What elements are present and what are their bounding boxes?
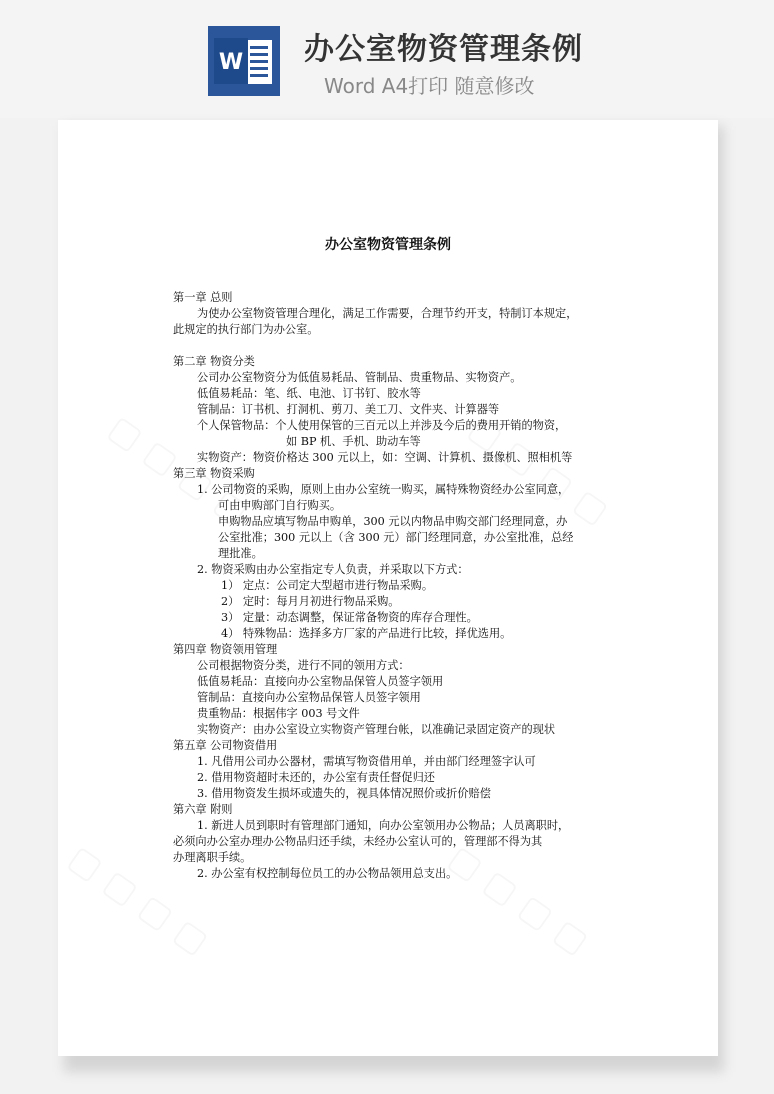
body-line: 低值易耗品：笔、纸、电池、订书钉、胶水等	[197, 387, 421, 400]
list-item: 2） 定时：每月月初进行物品采购。	[221, 595, 400, 608]
body-line: 贵重物品：根据伟字 003 号文件	[197, 707, 360, 720]
list-item: 3） 定量：动态调整，保证常备物资的库存合理性。	[221, 611, 478, 624]
body-line: 公室批准；300 元以上（含 300 元）部门经理同意，办公室批准，总经	[218, 531, 574, 544]
chapter-heading: 第四章 物资领用管理	[173, 643, 278, 656]
body-line: 必须向办公室办理办公物品归还手续，未经办公室认可的，管理部不得为其	[173, 835, 543, 848]
body-line: 如 BP 机、手机、助动车等	[286, 435, 421, 448]
body-line: 办理离职手续。	[173, 851, 252, 864]
body-line: 为使办公室物资管理合理化，满足工作需要，合理节约开支，特制订本规定，	[197, 307, 578, 320]
body-line: 2. 办公室有权控制每位员工的办公物品领用总支出。	[197, 867, 458, 880]
body-line: 个人保管物品：个人使用保管的三百元以上并涉及今后的费用开销的物资，	[197, 419, 567, 432]
body-line: 3. 借用物资发生损坏或遗失的，视具体情况照价或折价赔偿	[197, 787, 491, 800]
chapter-heading: 第三章 物资采购	[173, 467, 255, 480]
body-line: 2. 物资采购由办公室指定专人负责，并采取以下方式：	[197, 563, 469, 576]
body-line: 此规定的执行部门为办公室。	[173, 323, 319, 336]
banner-subtitle: Word A4打印 随意修改	[324, 74, 535, 98]
body-line: 低值易耗品：直接向办公室物品保管人员签字领用	[197, 675, 444, 688]
body-line: 1. 凡借用公司办公器材，需填写物资借用单，并由部门经理签字认可	[197, 755, 536, 768]
body-line: 申购物品应填写物品申购单，300 元以内物品申购交部门经理同意，办	[218, 515, 568, 528]
body-line: 实物资产：物资价格达 300 元以上，如：空调、计算机、摄像机、照相机等	[197, 451, 573, 464]
body-line: 可由申购部门自行购买。	[218, 499, 342, 512]
document-title: 办公室物资管理条例	[325, 237, 451, 253]
word-logo-icon	[208, 26, 280, 96]
banner-title: 办公室物资管理条例	[304, 32, 583, 67]
banner	[0, 0, 774, 118]
watermark	[441, 837, 596, 962]
word-logo-letter: W	[218, 50, 244, 75]
chapter-heading: 第一章 总则	[173, 291, 233, 304]
chapter-heading: 第六章 附则	[173, 803, 233, 816]
body-line: 1. 公司物资的采购，原则上由办公室统一购买，属特殊物资经办公室同意，	[197, 483, 570, 496]
body-line: 管制品：直接向办公室物品保管人员签字领用	[197, 691, 421, 704]
body-line: 管制品：订书机、打洞机、剪刀、美工刀、文件夹、计算器等	[197, 403, 500, 416]
list-item: 1） 定点：公司定大型超市进行物品采购。	[221, 579, 434, 592]
body-line: 理批准。	[218, 547, 263, 560]
body-line: 1. 新进人员到职时有管理部门通知，向办公室领用办公物品；人员离职时，	[197, 819, 570, 832]
body-line: 公司办公室物资分为低值易耗品、管制品、贵重物品、实物资产。	[197, 371, 522, 384]
list-item: 4） 特殊物品：选择多方厂家的产品进行比较，择优选用。	[221, 627, 512, 640]
body-line: 公司根据物资分类，进行不同的领用方式：	[197, 659, 410, 672]
body-line: 2. 借用物资超时未还的，办公室有责任督促归还	[197, 771, 435, 784]
chapter-heading: 第二章 物资分类	[173, 355, 255, 368]
chapter-heading: 第五章 公司物资借用	[173, 739, 278, 752]
document-page	[58, 120, 718, 1056]
body-line: 实物资产：由办公室设立实物资产管理台帐，以准确记录固定资产的现状	[197, 723, 556, 736]
